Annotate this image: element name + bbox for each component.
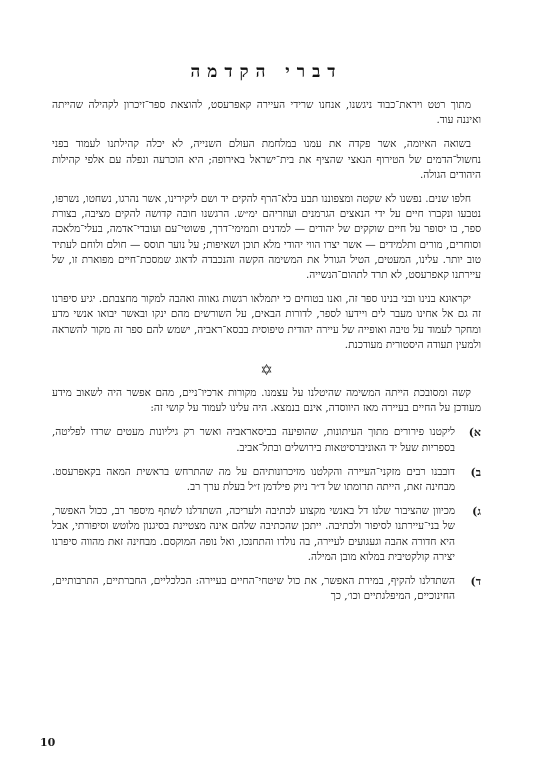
list-item-text: דובבנו רבים מזקני־העיירה והקלטנו מזיכרונותיהם על מה שהתרחש בראשית המאה בקאפרעסט. מבחינה זאת, הייתה תרומתו של ד״ר ניוק פילדמן ז״ל בעלת ערך רב. (52, 465, 455, 494)
intro-paragraph-2: בשואה האיומה, אשר פקדה את עמנו במלחמת העולם השנייה, לא יכלה קהילתנו לעמוד בפני נחשול־הדמים של הטירוף הנאצי שהציף את בית־ישראל באירופה; היא הוכרעה ונפלה עם אלפי קהילות היהודים הגולה. (52, 138, 481, 181)
list-item-marker: ד) (470, 575, 481, 589)
list-item (52, 425, 481, 455)
intro-paragraph-3: חלפו שנים. נפשנו לא שקטה ומצפוננו תבע בלא־הרף להקים יד ושם ליקירינו, אשר נהרגו, נשחטו, נשרפו, נטבעו ונקברו חיים על ידי הנאצים הגרמנים ועוזריהם ימ״ש. הרגשנו חובה קדושה להקים מציבה, בצורת ספר, בו יסופר על חיים שוקקים של יהודים — למדנים ותמימי־דרך, פשוטי־עם ועובדי־אדמה, בעלי־מלאכה וסוחרים, מורים ותלמידים — אשר יצרו הווי יהודי מלא תוכן ושאיפות; על נוער תוסס — חולם ולוחם לעתיד טוב יותר. עלינו, המעטים, הטיל הגורל את המשימה הקשה והנכבדה לדאוג שמסכת־חיים מפוארת זו, של עיירתנו קאפרעסט, לא תרד לתהום־הנשייה. (52, 193, 481, 282)
page-title: דברי הקדמה (190, 62, 343, 82)
list-item (52, 465, 481, 495)
star-of-david-icon: ✡ (260, 361, 273, 380)
list-item (52, 504, 481, 565)
list-item-text: מכיוון שהציבור שלנו דל באנשי מקצוע לכתיבה ולעריכה, השתדלנו לשתף מיספר רב, ככול האפשר, של בני־עיירתנו לסיפור ולכתיבה. ייתכן שהכתיבה שלהם אינה מצטיינת בסיגנון מלוטש וסיפורתי, אבל היא חדורה אהבה וגעגועים לעיירה, בה נולדו והתחנכו, ואל נופה המוקסם. מבחינה זאת מהווה סיפרנו יצירה קולקטיבית במלוא מובן המילה. (52, 505, 455, 563)
list-item-marker: א) (468, 426, 481, 440)
intro-paragraph-4: יקראוּנא בנינו ובני בנינו ספר זה, ואנו בטוחים כי יתמלאו רגשות גאווה ואהבה למקור מחצבתם. יגיע סיפרנו זה גם אל אחינו מעבר לים ויידעו לספר, לדורות הבאים, על השורשים מהם ינקו ובאשר יבואו אנשי מדע ומחקר לעמוד על טיבה ואופייה של עיירה יהודית טיפוסית בבסא־ראביה, ישמש להם ספר זה מקור להשראה ולמעין תעודה היסטורית מעודכנת. (52, 293, 481, 351)
list-item-text: ליקטנו פירורים מתוך העיתונות, שהופיעה בביסאראביה ואשר רק גיליונות מעטים שרדו לפליטה, בספריות שעל יד האוניברסיטאות בירושלים ובתל־אביב. (52, 426, 455, 454)
page-number: 10 (40, 736, 56, 749)
sources-list (52, 425, 481, 604)
list-item (52, 574, 481, 604)
intro-paragraph-1: מתוך רטט ויראת־כבוד ניגשנו, אנחנו שרידי העיירה קאפרעסט, להוצאת ספר־זיכרון לקהילה שהייתה ואיננה עוד. (52, 99, 481, 127)
list-item-text: השתדלנו להקיף, במידת האפשר, את כול שיטחי־החיים בעיירה: הכלכליים, החברתיים, התרבותיים, החינוכיים, המיפלגתיים וכו׳, כך (52, 575, 455, 603)
list-item-marker: ג) (472, 505, 481, 519)
continuation-paragraph: קשה ומסובכת הייתה המשימה שהיטלנו על עצמנו. מקורות ארכיו־ניים, מהם אפשר היה לשאוב מידע מעודכן על החיים בעיירה מאז היווסדה, אינם בנמצא. היה עלינו לעמוד על קושי זה: (52, 387, 481, 415)
list-item-marker: ב) (470, 465, 481, 479)
